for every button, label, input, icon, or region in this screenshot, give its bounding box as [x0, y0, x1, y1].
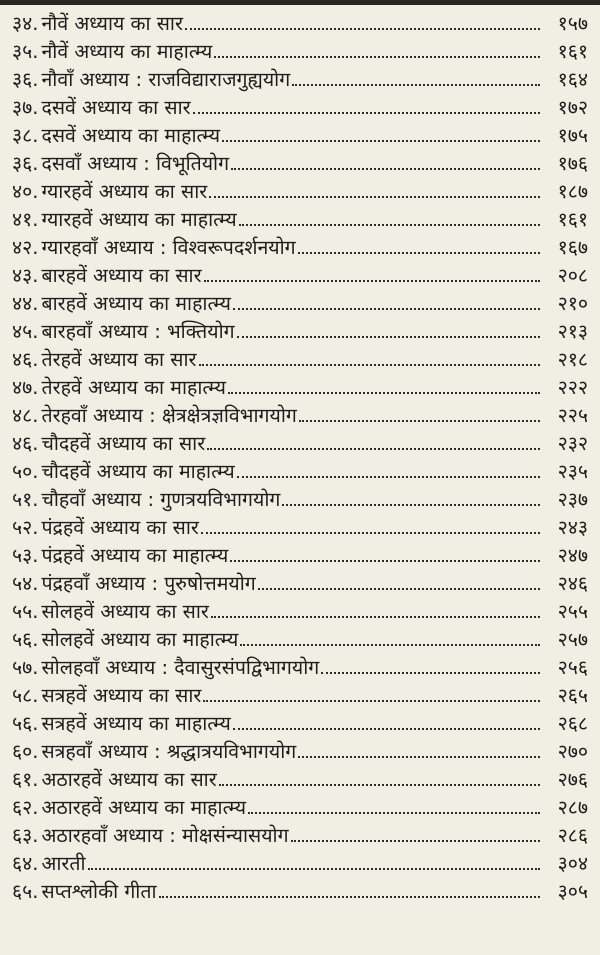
toc-entry [12, 822, 588, 850]
toc-entry [12, 458, 588, 486]
toc-entry [12, 682, 588, 710]
toc-entry [12, 738, 588, 766]
toc-entry [12, 290, 588, 318]
toc-entry [12, 66, 588, 94]
toc-entry [12, 654, 588, 682]
entry-page-number: २३७ [557, 488, 588, 511]
entry-title: दसवें अध्याय का माहात्म्य [41, 124, 221, 147]
toc-entry [12, 710, 588, 738]
entry-title: सत्रहवें अध्याय का माहात्म्य [41, 712, 231, 735]
entry-number: ४३. [12, 264, 39, 287]
entry-title: तेरहवाँ अध्याय : क्षेत्रक्षेत्रज्ञविभागयोग [41, 404, 297, 427]
entry-page-number: ३०४ [557, 852, 588, 875]
entry-number: ५८. [12, 684, 39, 707]
entry-title: सोलहवें अध्याय का सार [41, 600, 209, 623]
dot-leader [299, 420, 540, 422]
entry-number: ५०. [12, 460, 39, 483]
entry-page-number: २५७ [557, 628, 588, 651]
dot-leader [203, 700, 540, 702]
dot-leader [258, 588, 540, 590]
entry-page-number: २४३ [557, 516, 588, 539]
entry-title: सत्रहवें अध्याय का सार [41, 684, 202, 707]
entry-title: तेरहवें अध्याय का माहात्म्य [41, 376, 226, 399]
toc-entry [12, 626, 588, 654]
toc-entry [12, 402, 588, 430]
dot-leader [185, 28, 540, 30]
entry-number: ३५. [12, 40, 39, 63]
entry-page-number: २५६ [557, 656, 588, 679]
entry-number: ५५. [12, 600, 39, 623]
dot-leader [159, 896, 540, 898]
entry-number: ३४. [12, 12, 39, 35]
dot-leader [201, 532, 540, 534]
entry-title: आरती [41, 852, 86, 875]
dot-leader [237, 476, 540, 478]
dot-leader [209, 196, 540, 198]
dot-leader [298, 756, 540, 758]
entry-number: ५६. [12, 712, 39, 735]
toc-entry [12, 570, 588, 598]
toc-entry [12, 374, 588, 402]
entry-number: ४२. [12, 236, 39, 259]
toc-entry [12, 318, 588, 346]
dot-leader [230, 560, 540, 562]
dot-leader [193, 112, 540, 114]
entry-page-number: २७० [557, 740, 588, 763]
entry-number: ५६. [12, 628, 39, 651]
entry-title: दसवें अध्याय का सार [41, 96, 191, 119]
entry-number: ६४. [12, 852, 39, 875]
entry-number: ६२. [12, 796, 39, 819]
entry-title: ग्यारहवें अध्याय का माहात्म्य [41, 208, 237, 231]
entry-title: सप्तश्लोकी गीता [41, 880, 157, 903]
dot-leader [231, 168, 540, 170]
entry-number: ४५. [12, 320, 39, 343]
toc-entry [12, 178, 588, 206]
entry-title: सत्रहवाँ अध्याय : श्रद्धात्रयविभागयोग [41, 740, 297, 763]
entry-title: बारहवें अध्याय का सार [41, 264, 202, 287]
entry-number: ४४. [12, 292, 39, 315]
entry-title: ग्यारहवें अध्याय का सार [41, 180, 208, 203]
toc-entry [12, 38, 588, 66]
toc-entry [12, 150, 588, 178]
dot-leader [292, 84, 540, 86]
toc-entry [12, 206, 588, 234]
entry-page-number: २७६ [557, 768, 588, 791]
toc-entry [12, 514, 588, 542]
entry-number: ५२. [12, 516, 39, 539]
dot-leader [237, 336, 540, 338]
entry-title: पंद्रहवें अध्याय का माहात्म्य [41, 544, 229, 567]
dot-leader [291, 840, 540, 842]
dot-leader [298, 252, 540, 254]
entry-page-number: २२२ [557, 376, 588, 399]
toc-entry [12, 542, 588, 570]
entry-page-number: २६८ [557, 712, 588, 735]
dot-leader [248, 812, 540, 814]
dot-leader [88, 868, 540, 870]
entry-page-number: १७६ [557, 152, 588, 175]
entry-number: ३६. [12, 152, 39, 175]
entry-page-number: २१० [557, 292, 588, 315]
dot-leader [219, 784, 540, 786]
entry-title: नौवें अध्याय का सार [41, 12, 183, 35]
entry-page-number: २०८ [557, 264, 588, 287]
entry-number: ५१. [12, 488, 39, 511]
dot-leader [214, 56, 540, 58]
entry-number: ३६. [12, 68, 39, 91]
entry-page-number: १६४ [557, 68, 588, 91]
dot-leader [240, 644, 540, 646]
dot-leader [228, 392, 540, 394]
entry-page-number: २५५ [557, 600, 588, 623]
entry-title: बारहवाँ अध्याय : भक्तियोग [41, 320, 235, 343]
toc-entry [12, 486, 588, 514]
entry-page-number: १६१ [557, 40, 588, 63]
toc-entry [12, 794, 588, 822]
entry-page-number: १७५ [557, 124, 588, 147]
top-rule [0, 0, 600, 5]
toc-entry [12, 598, 588, 626]
entry-title: चौदहवें अध्याय का माहात्म्य [41, 460, 235, 483]
entry-title: नौवें अध्याय का माहात्म्य [41, 40, 213, 63]
toc-entry [12, 346, 588, 374]
entry-number: ६५. [12, 880, 39, 903]
entry-page-number: १८७ [557, 180, 588, 203]
entry-page-number: १५७ [557, 12, 588, 35]
entry-number: ५७. [12, 656, 39, 679]
entry-page-number: २४७ [557, 544, 588, 567]
toc-entry [12, 766, 588, 794]
entry-number: ४०. [12, 180, 39, 203]
entry-page-number: २२५ [557, 404, 588, 427]
entry-page-number: २८६ [557, 824, 588, 847]
toc-entry [12, 262, 588, 290]
dot-leader [207, 448, 540, 450]
entry-title: बारहवें अध्याय का माहात्म्य [41, 292, 231, 315]
entry-page-number: १६१ [557, 208, 588, 231]
entry-page-number: ३०५ [557, 880, 588, 903]
table-of-contents [12, 10, 588, 945]
entry-title: तेरहवें अध्याय का सार [41, 348, 197, 371]
entry-page-number: २६५ [557, 684, 588, 707]
entry-title: चौहवाँ अध्याय : गुणत्रयविभागयोग [41, 488, 281, 511]
dot-leader [199, 364, 540, 366]
entry-number: ३८. [12, 124, 39, 147]
entry-number: ४६. [12, 432, 39, 455]
entry-number: ४१. [12, 208, 39, 231]
entry-title: अठारहवाँ अध्याय : मोक्षसंन्यासयोग [41, 824, 289, 847]
entry-number: ५३. [12, 544, 39, 567]
entry-page-number: १६७ [557, 236, 588, 259]
entry-page-number: २३५ [557, 460, 588, 483]
entry-title: पंद्रहवाँ अध्याय : पुरुषोत्तमयोग [41, 572, 256, 595]
toc-entry [12, 94, 588, 122]
entry-number: ४७. [12, 376, 39, 399]
entry-title: पंद्रहवें अध्याय का सार [41, 516, 199, 539]
entry-number: ४६. [12, 348, 39, 371]
toc-entry [12, 430, 588, 458]
dot-leader [239, 224, 540, 226]
entry-page-number: २४६ [557, 572, 588, 595]
toc-entry [12, 850, 588, 878]
dot-leader [233, 728, 540, 730]
entry-page-number: २१३ [557, 320, 588, 343]
dot-leader [204, 280, 540, 282]
entry-title: दसवाँ अध्याय : विभूतियोग [41, 152, 230, 175]
toc-entry [12, 122, 588, 150]
entry-number: ५४. [12, 572, 39, 595]
dot-leader [211, 616, 540, 618]
entry-page-number: १७२ [557, 96, 588, 119]
toc-entry [12, 234, 588, 262]
entry-number: ३७. [12, 96, 39, 119]
entry-number: ६१. [12, 768, 39, 791]
entry-title: नौवाँ अध्याय : राजविद्याराजगुह्ययोग [41, 68, 291, 91]
entry-title: ग्यारहवाँ अध्याय : विश्वरूपदर्शनयोग [41, 236, 296, 259]
entry-page-number: २३२ [557, 432, 588, 455]
dot-leader [233, 308, 540, 310]
dot-leader [222, 140, 540, 142]
entry-number: ६३. [12, 824, 39, 847]
entry-title: अठारहवें अध्याय का सार [41, 768, 217, 791]
toc-entry [12, 10, 588, 38]
entry-page-number: २८७ [557, 796, 588, 819]
dot-leader [321, 672, 540, 674]
entry-number: ६०. [12, 740, 39, 763]
toc-list [12, 10, 588, 906]
entry-title: सोलहवें अध्याय का माहात्म्य [41, 628, 239, 651]
dot-leader [282, 504, 540, 506]
entry-title: चौदहवें अध्याय का सार [41, 432, 206, 455]
entry-page-number: २१८ [557, 348, 588, 371]
toc-entry [12, 878, 588, 906]
entry-title: सोलहवाँ अध्याय : दैवासुरसंपद्विभागयोग [41, 656, 320, 679]
entry-title: अठारहवें अध्याय का माहात्म्य [41, 796, 247, 819]
entry-number: ४८. [12, 404, 39, 427]
